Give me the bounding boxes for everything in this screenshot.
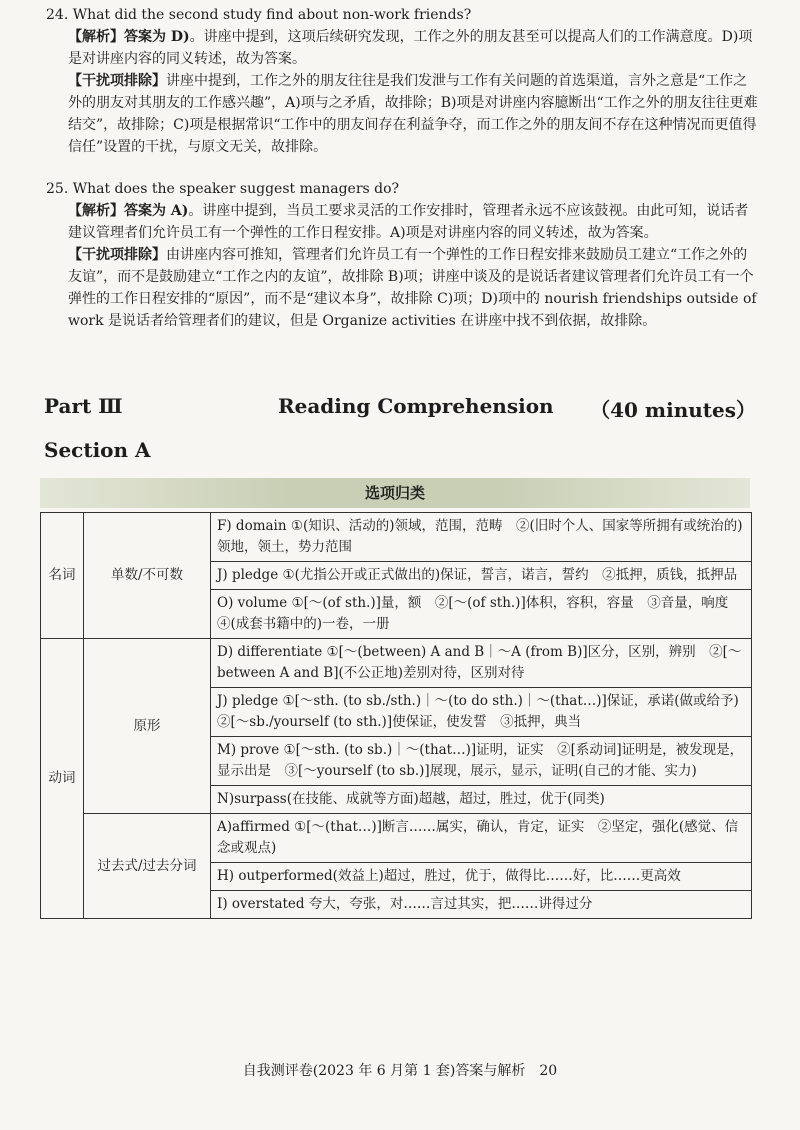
- distractor-text: 由讲座内容可推知，管理者们允许员工有一个弹性的工作日程安排来鼓励员工建立“工作之外的友谊”，而不是鼓励建立“工作之内的友谊”，故排除 B)项；讲座中谈及的是说话者建议管理者们允许员工有一个弹性的工作日程安排的“原因”，而不是“建议本身”，故排除 C)项；D)项中的 nourish friendships outside of work 是说话者给管理者们的建议，但是 Organize activities 在讲座中找不到依据，故排除。: [68, 247, 757, 329]
- analysis-text: 。讲座中提到，这项后续研究发现，工作之外的朋友甚至可以提高人们的工作满意度。D)项是对讲座内容的同义转述，故为答案。: [68, 29, 753, 67]
- definition-cell: O) volume ①[～(of sth.)]量，额 ②[～(of sth.)]体积，容积，容量 ③音量，响度 ④(成套书籍中的)一卷，一册: [211, 590, 752, 639]
- noun-form-cell: 单数/不可数: [84, 513, 211, 639]
- question-24-block: [46, 4, 758, 158]
- question-24-distractor: [46, 70, 758, 158]
- page-footer: 自我测评卷(2023 年 6 月第 1 套)答案与解析 20: [242, 1063, 558, 1079]
- question-25-block: [46, 178, 758, 332]
- definition-cell: H) outperformed(效益上)超过，胜过，优于，做得比……好，比……更高效: [211, 863, 752, 891]
- definition-cell: J) pledge ①(尤指公开或正式做出的)保证，誓言，诺言，誓约 ②抵押，质钱，抵押品: [211, 562, 752, 590]
- verb-past-form-cell: 过去式/过去分词: [84, 814, 211, 919]
- distractor-tag: 【干扰项排除】: [68, 73, 166, 89]
- question-25-analysis: [46, 200, 758, 244]
- analysis-tag: 【解析】: [68, 29, 124, 45]
- option-classification-table: [40, 512, 752, 919]
- definition-cell: D) differentiate ①[～(between) A and B｜～A (from B)]区分，区别，辨别 ②[～between A and B](不公正地)差别对待，区别对待: [211, 639, 752, 688]
- definition-cell: N)surpass(在技能、成就等方面)超越，超过，胜过，优于(同类): [211, 786, 752, 814]
- part-title: Reading Comprehension: [278, 394, 554, 418]
- part-time: （40 minutes）: [590, 398, 756, 422]
- definition-cell: J) pledge ①[～sth. (to sb./sth.)｜～(to do sth.)｜～(that…)]保证，承诺(做或给予) ②[～sb./yourself (to sth.)]使保证，使发誓 ③抵押，典当: [211, 688, 752, 737]
- definition-cell: A)affirmed ①[～(that…)]断言……属实，确认，肯定，证实 ②坚定，强化(感觉、信念或观点): [211, 814, 752, 863]
- definition-cell: I) overstated 夸大，夸张，对……言过其实，把……讲得过分: [211, 891, 752, 919]
- analysis-tag: 【解析】: [68, 203, 124, 219]
- answer-label: 答案为 A): [124, 203, 189, 219]
- section-title: Section A: [44, 438, 151, 462]
- definition-cell: F) domain ①(知识、活动的)领域，范围，范畴 ②(旧时个人、国家等所拥有或统治的)领地，领土，势力范围: [211, 513, 752, 562]
- definition-cell: M) prove ①[～sth. (to sb.)｜～(that…)]证明，证实 ②[系动词]证明是，被发现是，显示出是 ③[～yourself (to sb.)]展现，展示，显示，证明(自己的才能、实力): [211, 737, 752, 786]
- table-row: [41, 814, 752, 863]
- part-label: Part Ⅲ: [44, 394, 123, 418]
- question-25-distractor: [46, 244, 758, 332]
- answer-label: 答案为 D): [124, 29, 190, 45]
- distractor-text: 讲座中提到，工作之外的朋友往往是我们发泄与工作有关问题的首选渠道，言外之意是“工作之外的朋友对其朋友的工作感兴趣”，A)项与之矛盾，故排除；B)项是对讲座内容臆断出“工作之外的朋友往往更难结交”，故排除；C)项是根据常识“工作中的朋友间存在利益争夺，而工作之外的朋友间不存在这种情况而更值得信任”设置的干扰，与原文无关，故排除。: [68, 73, 758, 155]
- question-24-title: 24. What did the second study find about non-work friends?: [46, 7, 472, 23]
- table-row: [41, 639, 752, 688]
- distractor-tag: 【干扰项排除】: [68, 247, 166, 263]
- table-row: [41, 513, 752, 562]
- question-24-analysis: [46, 26, 758, 70]
- pos-verb-cell: 动词: [41, 639, 84, 919]
- banner-title: 选项归类: [40, 478, 750, 508]
- part-heading: [44, 394, 756, 424]
- analysis-text: 。讲座中提到，当员工要求灵活的工作安排时，管理者永远不应该鼓视。由此可知，说话者建议管理者们允许员工有一个弹性的工作日程安排。A)项是对讲座内容的同义转述，故为答案。: [68, 203, 749, 241]
- question-25-title: 25. What does the speaker suggest managers do?: [46, 181, 400, 197]
- pos-noun-cell: 名词: [41, 513, 84, 639]
- verb-base-form-cell: 原形: [84, 639, 211, 814]
